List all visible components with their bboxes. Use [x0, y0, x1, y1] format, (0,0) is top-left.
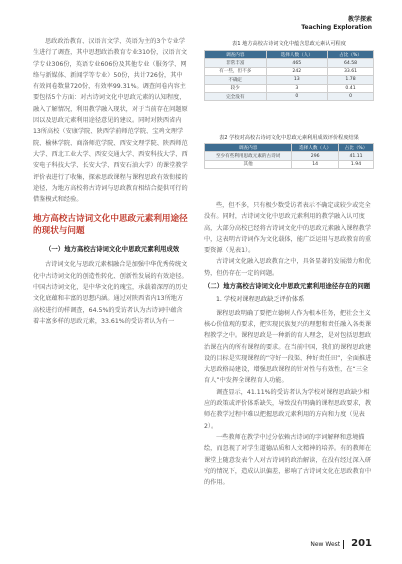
- table-row: [205, 59, 374, 67]
- section-heading: 地方高校古诗词文化中思政元素利用途径的现状与问题: [33, 214, 188, 236]
- table-cell: 较少: [205, 84, 267, 92]
- table-header-row: [205, 51, 374, 59]
- table-cell: 33.61: [328, 67, 374, 75]
- table-cell: 0: [328, 92, 374, 100]
- table1-caption: 表1 地方高校古诗词文化中蕴含思政元素认可程度: [232, 41, 346, 47]
- table-cell: 296: [292, 152, 339, 160]
- table-row: [205, 76, 374, 84]
- footer-divider: [343, 540, 344, 549]
- table-header-cell: 选择人数（人）: [266, 51, 328, 59]
- table-cell: 1.78: [328, 76, 374, 84]
- table-cell: 不确定: [205, 76, 267, 84]
- table2: [204, 143, 374, 169]
- table-row: [205, 160, 374, 168]
- section-label: 教学探索: [347, 16, 372, 23]
- table-header-cell: 占比（%）: [328, 51, 374, 59]
- table-cell: 465: [266, 59, 328, 67]
- table-row: [205, 67, 374, 75]
- table-row: [205, 152, 374, 160]
- table-cell: 242: [266, 67, 328, 75]
- table-row: [205, 84, 374, 92]
- table1: [204, 50, 374, 101]
- paragraph: 课程思政明确了要把立德树人作为根本任务，把社会主义核心价值观的要求，把实现民族复兴的理想和责任融入各类课程教学之中。课程思政是一种新的育人理念，是对包括思想政治课在内的所有课程的要求。在当前中国，我们的课程思政建设的目标是实现课程的“守好一段渠、种好责任田”，全面推进大思政格局建设，增强思政课程的针对性与有效性，在“三全育人”中发挥全课程育人功能。: [204, 309, 372, 385]
- subsection-item-heading: 1. 学校对课程思政缺乏评价体系: [216, 296, 305, 304]
- section-label-en: Teaching Exploration: [301, 24, 372, 31]
- page-number: 201: [351, 538, 372, 549]
- table-header-cell: 选择人数（人）: [292, 144, 339, 152]
- table-cell: 有一些，但不多: [205, 67, 267, 75]
- paragraph: 思政政治教育、汉语言文学、英语为主的3个专业学生进行了调查，其中思想政治教育专业310份，汉语言文学专业306份，英语专业606份及其他专业（服务学、网络与新媒体、新闻学等专业）50份，共计726份，其中有效问卷数量720份，有效率99.31%。调查问卷内容主要包括5个方面：对古诗词文化中思政元素的认知程度，融入了解情况，利用教学融入现状，对于当前存在问题原因以及思政元素利用途径意见的建议。同时对陕西省内13所高校（安康学院、陕西学前师范学院、宝鸡文理学院、榆林学院、商洛师范学院、西安文理学院、陕西师范大学、西北工业大学、西安交通大学、西安科技大学、西安电子科技大学、长安大学、西安石油大学）的课堂教学评价表进行了收集，探索思政课程与课程思政有效衔接的途径，为地方高校将古诗词与思政教育相结合提供可行的借鉴模式和经验。: [33, 38, 188, 204]
- table2-caption: 表2 学校对高校古诗词文化中思政元素利用成效评价程度结果: [219, 135, 359, 141]
- table-cell: 1.94: [339, 160, 374, 168]
- paragraph: 一些教师在教学中过分依赖古诗词的字词解释和意境描绘，而忽视了对学生道德品质和人文精神的培养。有的教师在课堂上随意发表个人对古诗词的政治解读，在没有经过深入研究的情况下，造成认识偏差，影响了古诗词文化在思政教育中的作用。: [204, 433, 372, 487]
- paragraph: 古诗词文化与思政元素相融合是加强中华优秀传统文化中古诗词文化的创造性转化、创新性发展的有效途径。中国古诗词文化，是中华文化的瑰宝，承载着深厚的历史文化底蕴和丰富的思想内涵。通过对陕西省内13所地方高校进行的样调查，64.5%的受访者认为古诗词中蕴含着丰富多样的思政元素，33.61%的受访者认为有一: [33, 261, 188, 325]
- table-header-cell: 调查内容: [205, 144, 292, 152]
- paragraph: 古诗词文化融入思政教育之中，具备显著的发展潜力和优势，但仍存在一定的问题。: [204, 258, 371, 277]
- table-header-cell: 调查内容: [205, 51, 267, 59]
- paragraph: 些，但不多，只有极少数受访者表示不确定或较少或完全没有。同时，古诗词文化中思政元素利用的教学融入认可度高，大部分高校已经将古诗词文化中的思政元素融入课程教学中，这表明古诗词作为文化载体，能广泛运用与思政教育的重要资源（见表1）。: [204, 202, 372, 255]
- subsection-heading: （一）地方高校古诗词文化中思政元素利用成效: [45, 245, 180, 254]
- table-cell: 13: [266, 76, 328, 84]
- table-cell: 3: [266, 84, 328, 92]
- table-cell: 至少有些利用思政元素的古诗词: [205, 152, 292, 160]
- table-cell: 41.11: [339, 152, 374, 160]
- page-header: [301, 16, 372, 32]
- table-cell: 0.41: [328, 84, 374, 92]
- table-row: [205, 92, 374, 100]
- table-cell: 64.58: [328, 59, 374, 67]
- paragraph: 调查显示，41.11%的受访者认为学校对课程思政缺少相应的政策或评价体系缺失，导致没有明确的课程思政要求，教师在教学过程中难以把握思政元素利用的方向和力度（见表2）。: [204, 388, 372, 430]
- right-column: [204, 200, 374, 488]
- table-cell: 0: [266, 92, 328, 100]
- table-header-cell: 占比（%）: [339, 144, 374, 152]
- page-footer: [310, 538, 372, 549]
- table-cell: 非常丰富: [205, 59, 267, 67]
- table-cell: 完全没有: [205, 92, 267, 100]
- table-cell: 14: [292, 160, 339, 168]
- subsection-heading: （二）地方高校古诗词文化中思政元素利用途径存在的问题: [204, 282, 371, 291]
- left-column: [33, 36, 188, 327]
- journal-name: New West: [310, 541, 341, 548]
- table-header-row: [205, 144, 374, 152]
- table-cell: 其他: [205, 160, 292, 168]
